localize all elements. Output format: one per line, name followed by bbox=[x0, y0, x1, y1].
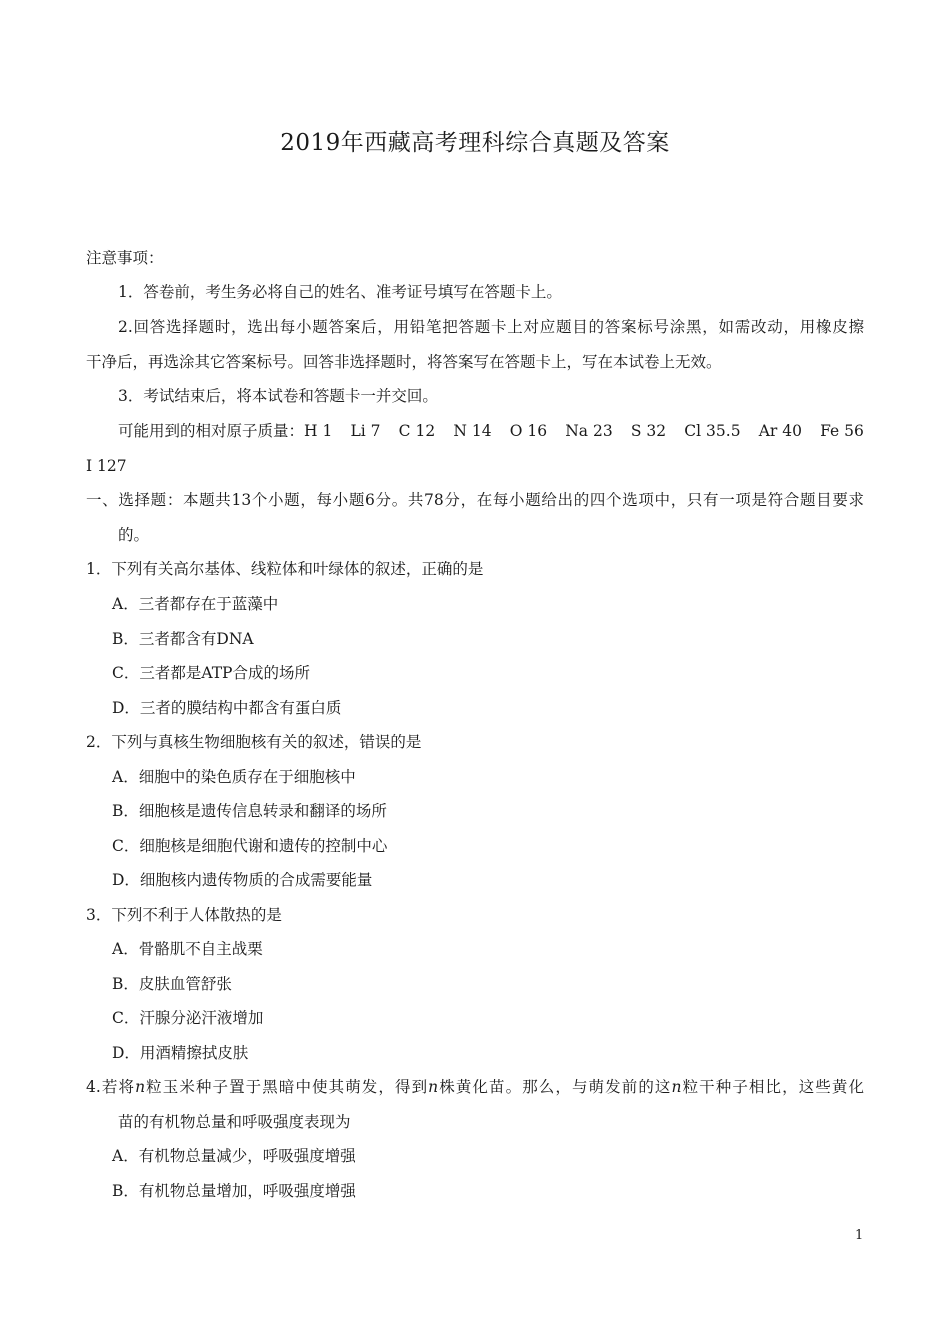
question-4-option-a: A．有机物总量减少，呼吸强度增强 bbox=[112, 1147, 356, 1165]
note-item-1: 1．答卷前，考生务必将自己的姓名、准考证号填写在答题卡上。 bbox=[118, 283, 562, 301]
question-3-stem: 3．下列不利于人体散热的是 bbox=[86, 906, 282, 924]
atomic-mass-last: I 127 bbox=[86, 457, 127, 475]
section-heading-line-2: 的。 bbox=[118, 526, 150, 544]
question-1-stem: 1．下列有关高尔基体、线粒体和叶绿体的叙述，正确的是 bbox=[86, 560, 484, 578]
q4-text: 株黄化苗。那么，与萌发前的这 bbox=[438, 1078, 672, 1096]
question-1-option-b: B．三者都含有DNA bbox=[112, 630, 254, 648]
question-3-option-c: C．汗腺分泌汗液增加 bbox=[112, 1009, 264, 1027]
atomic-mass-list bbox=[118, 421, 864, 441]
question-3-option-a: A．骨骼肌不自主战栗 bbox=[112, 940, 263, 958]
question-2-option-c: C．细胞核是细胞代谢和遗传的控制中心 bbox=[112, 837, 388, 855]
q4-text: 粒干种子相比，这些黄化 bbox=[681, 1078, 864, 1096]
question-2-stem: 2．下列与真核生物细胞核有关的叙述，错误的是 bbox=[86, 733, 422, 751]
question-3-option-d: D．用酒精擦拭皮肤 bbox=[112, 1044, 249, 1062]
atomic-mass-value: C 12 bbox=[398, 422, 436, 440]
question-3-option-b: B．皮肤血管舒张 bbox=[112, 975, 232, 993]
atomic-mass-value: N 14 bbox=[453, 422, 492, 440]
question-4-stem-line-1 bbox=[86, 1077, 864, 1097]
section-heading-line-1: 一、选择题：本题共13个小题，每小题6分。共78分，在每小题给出的四个选项中，只有一项是符合题目要求 bbox=[86, 491, 864, 509]
question-1-option-a: A．三者都存在于蓝藻中 bbox=[112, 595, 279, 613]
atomic-mass-value: Li 7 bbox=[350, 422, 381, 440]
page-title: 2019年西藏高考理科综合真题及答案 bbox=[280, 130, 670, 156]
atomic-mass-value: Cl 35.5 bbox=[684, 422, 741, 440]
question-2-option-b: B．细胞核是遗传信息转录和翻译的场所 bbox=[112, 802, 387, 820]
atomic-mass-value: Ar 40 bbox=[758, 422, 802, 440]
atomic-mass-value: S 32 bbox=[630, 422, 667, 440]
page-number: 1 bbox=[855, 1228, 864, 1243]
question-1-option-d: D．三者的膜结构中都含有蛋白质 bbox=[112, 699, 342, 717]
q4-text: 4.若将 bbox=[86, 1078, 136, 1096]
question-1-option-c: C．三者都是ATP合成的场所 bbox=[112, 664, 310, 682]
atomic-mass-label: 可能用到的相对原子质量：H 1 bbox=[118, 422, 333, 440]
atomic-mass-value: O 16 bbox=[509, 422, 548, 440]
notes-heading: 注意事项： bbox=[86, 249, 164, 267]
variable-n: n bbox=[135, 1078, 146, 1096]
note-item-2-line-1: 2.回答选择题时，选出每小题答案后，用铅笔把答题卡上对应题目的答案标号涂黑，如需改动，用橡皮擦 bbox=[118, 318, 864, 336]
note-item-2-line-2: 干净后，再选涂其它答案标号。回答非选择题时，将答案写在答题卡上，写在本试卷上无效。 bbox=[86, 353, 722, 371]
atomic-mass-value: Fe 56 bbox=[820, 422, 864, 440]
question-4-option-b: B．有机物总量增加，呼吸强度增强 bbox=[112, 1182, 356, 1200]
note-item-3: 3．考试结束后，将本试卷和答题卡一并交回。 bbox=[118, 387, 438, 405]
atomic-mass-value: Na 23 bbox=[565, 422, 613, 440]
variable-n: n bbox=[671, 1078, 682, 1096]
variable-n: n bbox=[428, 1078, 439, 1096]
q4-text: 粒玉米种子置于黑暗中使其萌发，得到 bbox=[145, 1078, 429, 1096]
question-2-option-d: D．细胞核内遗传物质的合成需要能量 bbox=[112, 871, 373, 889]
question-2-option-a: A．细胞中的染色质存在于细胞核中 bbox=[112, 768, 356, 786]
question-4-stem-line-2: 苗的有机物总量和呼吸强度表现为 bbox=[118, 1113, 351, 1131]
